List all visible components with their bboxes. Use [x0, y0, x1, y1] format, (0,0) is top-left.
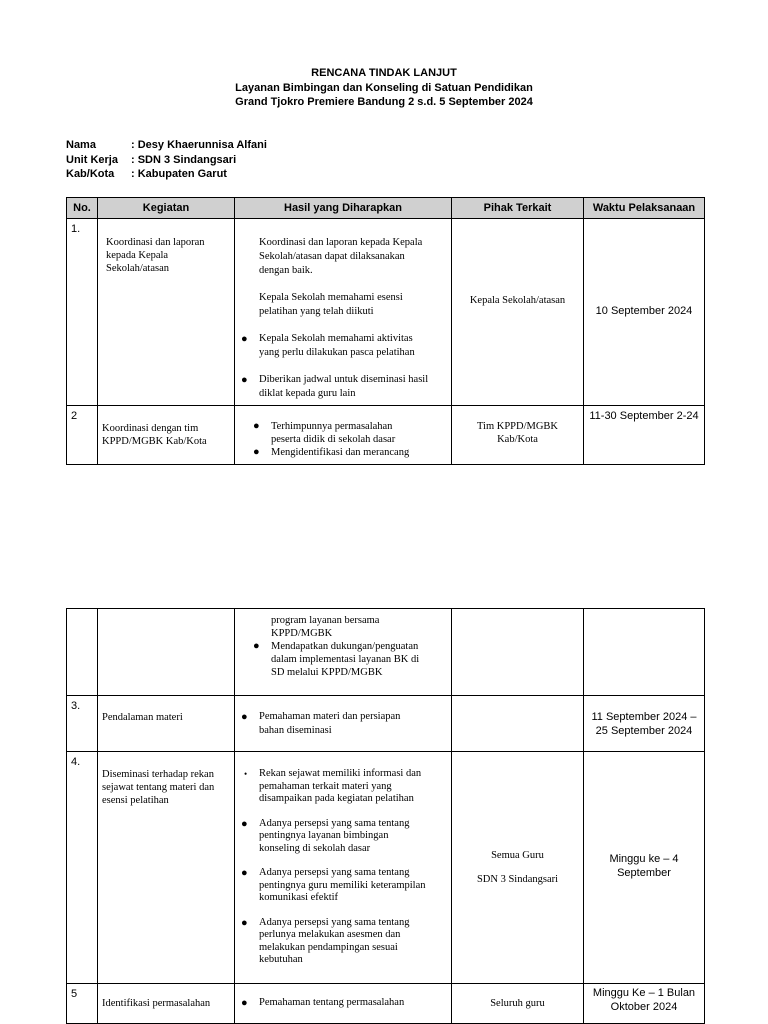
hasil-line: Adanya persepsi yang sama tentang	[259, 867, 410, 878]
table-row	[67, 752, 705, 984]
hasil-line: yang perlu dilakukan pasca pelatihan	[259, 347, 415, 358]
waktu-line: Minggu Ke – 1 Bulan	[592, 987, 696, 999]
hasil-line: dalam implementasi layanan BK di	[271, 654, 420, 665]
hasil-cell	[235, 984, 452, 1024]
waktu-line: Minggu ke – 4	[609, 853, 679, 865]
hasil-line: SD melalui KPPD/MGBK	[271, 667, 383, 678]
table-row	[67, 406, 705, 465]
kegiatan-text: Identifikasi permasalahan	[102, 998, 211, 1009]
row-number: 5	[67, 984, 98, 1024]
table-row	[67, 219, 705, 406]
hasil-bullet-item	[235, 710, 449, 738]
pihak-cell	[452, 219, 584, 406]
kegiatan-line: Diseminasi terhadap rekan	[102, 769, 214, 780]
kegiatan-cell	[98, 406, 235, 465]
hasil-line: perlunya melakukan asesmen dan	[259, 929, 401, 940]
hasil-line: Kepala Sekolah memahami esensi	[259, 292, 403, 303]
hasil-bullet-item	[235, 373, 449, 401]
hasil-line: disampaikan pada kegiatan pelatihan	[259, 793, 414, 804]
hasil-line: peserta didik di sekolah dasar	[271, 434, 396, 445]
row-number-empty	[67, 609, 98, 696]
rtl-table-page-1	[66, 197, 705, 465]
document-title-block	[0, 66, 768, 110]
hasil-line: Pemahaman tentang permasalahan	[259, 997, 405, 1008]
nama-value: : Desy Khaerunnisa Alfani	[131, 139, 267, 151]
kegiatan-cell	[98, 609, 235, 696]
hasil-line: konseling di sekolah dasar	[259, 842, 371, 854]
hasil-paragraph	[235, 236, 449, 278]
column-header-waktu: Waktu Pelaksanaan	[584, 198, 705, 219]
column-header-kegiatan: Kegiatan	[98, 198, 235, 219]
table-header-row	[67, 198, 705, 219]
kegiatan-line: kepada Kepala	[106, 250, 169, 261]
row-number: 1.	[67, 219, 98, 406]
column-header-no: No.	[67, 198, 98, 219]
black-circle-bullet-icon: ●	[241, 333, 248, 345]
pihak-line: Semua Guru	[491, 850, 544, 861]
hasil-line: dengan baik.	[259, 265, 313, 276]
hasil-bullet-item	[235, 917, 449, 967]
hasil-bullet-item	[235, 420, 449, 446]
hasil-line: Mengidentifikasi dan merancang	[271, 447, 410, 458]
hasil-line: melakukan pendampingan sesuai	[259, 941, 398, 953]
black-circle-bullet-icon: ●	[241, 374, 248, 386]
identity-block	[66, 138, 267, 182]
waktu-line: September	[617, 866, 671, 879]
kegiatan-cell	[98, 984, 235, 1024]
black-circle-bullet-icon: ●	[241, 997, 248, 1009]
hasil-line: Terhimpunnya permasalahan	[271, 421, 393, 432]
kab-kota-value: : Kabupaten Garut	[131, 168, 227, 180]
hasil-line: Sekolah/atasan dapat dilaksanakan	[259, 251, 405, 262]
pihak-cell	[452, 984, 584, 1024]
hasil-line: Pemahaman materi dan persiapan	[259, 711, 401, 722]
hasil-line: pelatihan yang telah diikuti	[259, 306, 374, 317]
kegiatan-cell	[98, 219, 235, 406]
document-subtitle: Layanan Bimbingan dan Konseling di Satuan Pendidikan	[235, 81, 533, 94]
kegiatan-line: Koordinasi dan laporan	[106, 237, 205, 248]
hasil-line: program layanan bersama	[271, 615, 380, 626]
hasil-line: Mendapatkan dukungan/penguatan	[271, 641, 419, 652]
waktu-text: 11-30 September 2-24	[589, 410, 699, 422]
row-number: 3.	[67, 696, 98, 752]
kegiatan-line: KPPD/MGBK Kab/Kota	[102, 436, 207, 447]
hasil-continued-item	[235, 614, 449, 640]
black-circle-bullet-icon: ●	[253, 446, 260, 458]
waktu-line: Oktober 2024	[610, 1000, 678, 1013]
hasil-line: pemahaman terkait materi yang	[259, 780, 392, 792]
table-row	[67, 609, 705, 696]
waktu-line: 11 September 2024 –	[591, 711, 697, 723]
black-circle-bullet-icon: ●	[241, 867, 248, 879]
waktu-cell	[584, 406, 705, 465]
kab-kota-label: Kab/Kota	[66, 168, 115, 180]
black-circle-bullet-icon: ●	[253, 420, 260, 432]
black-circle-bullet-icon: ●	[241, 711, 248, 723]
hasil-cell	[235, 752, 452, 984]
hasil-line: Diberikan jadwal untuk diseminasi hasil	[259, 374, 429, 385]
hasil-bullet-item	[235, 867, 449, 905]
black-circle-bullet-icon: ●	[241, 916, 248, 929]
pihak-line: Kab/Kota	[497, 434, 538, 445]
hasil-cell	[235, 696, 452, 752]
unit-kerja-value: : SDN 3 Sindangsari	[131, 153, 237, 166]
kegiatan-line: esensi pelatihan	[102, 795, 169, 806]
waktu-cell	[584, 219, 705, 406]
kegiatan-cell	[98, 752, 235, 984]
kegiatan-cell	[98, 696, 235, 752]
kegiatan-line: Sekolah/atasan	[106, 263, 169, 274]
waktu-cell	[584, 696, 705, 752]
column-header-hasil: Hasil yang Diharapkan	[235, 198, 452, 219]
hasil-line: komunikasi efektif	[259, 892, 339, 903]
table-row	[67, 696, 705, 752]
hasil-bullet-item	[235, 446, 449, 459]
column-header-pihak: Pihak Terkait	[452, 198, 584, 219]
waktu-line: 25 September 2024	[595, 724, 693, 737]
hasil-line: Koordinasi dan laporan kepada Kepala	[259, 237, 423, 248]
hasil-bullet-item	[235, 768, 449, 806]
pihak-cell	[452, 752, 584, 984]
pihak-cell	[452, 609, 584, 696]
black-circle-bullet-icon: ●	[253, 640, 260, 652]
pihak-line: Tim KPPD/MGBK	[476, 421, 559, 432]
rtl-table-page-2	[66, 608, 705, 1024]
small-bullet-icon: •	[244, 769, 248, 779]
hasil-bullet-item	[235, 640, 449, 679]
hasil-line: diklat kepada guru lain	[259, 388, 356, 399]
waktu-cell	[584, 984, 705, 1024]
waktu-text: 10 September 2024	[595, 305, 693, 317]
hasil-paragraph	[235, 291, 449, 319]
row-number: 4.	[67, 752, 98, 984]
pihak-line: SDN 3 Sindangsari	[476, 874, 559, 885]
pihak-text: Kepala Sekolah/atasan	[469, 295, 566, 306]
hasil-cell	[235, 609, 452, 696]
kegiatan-line: Koordinasi dengan tim	[102, 423, 199, 434]
hasil-bullet-item	[235, 818, 449, 856]
black-circle-bullet-icon: ●	[241, 817, 248, 830]
hasil-bullet-item	[235, 332, 449, 360]
hasil-cell	[235, 219, 452, 406]
hasil-line: pentingnya guru memiliki keterampilan	[259, 879, 426, 891]
hasil-bullet-item	[235, 996, 449, 1010]
kegiatan-line: sejawat tentang materi dan	[102, 782, 215, 793]
kegiatan-text: Pendalaman materi	[102, 712, 183, 723]
pihak-cell	[452, 406, 584, 465]
row-number: 2	[67, 406, 98, 465]
hasil-line: Rekan sejawat memiliki informasi dan	[259, 768, 422, 779]
hasil-cell	[235, 406, 452, 465]
unit-kerja-label: Unit Kerja	[66, 153, 118, 166]
hasil-line: pentingnya layanan bimbingan	[259, 830, 389, 841]
hasil-line: Adanya persepsi yang sama tentang	[259, 817, 410, 829]
hasil-line: Adanya persepsi yang sama tentang	[259, 916, 410, 928]
hasil-line: bahan diseminasi	[259, 725, 332, 736]
hasil-line: Kepala Sekolah memahami aktivitas	[259, 333, 413, 344]
hasil-line: KPPD/MGBK	[271, 628, 333, 639]
waktu-cell	[584, 609, 705, 696]
waktu-cell	[584, 752, 705, 984]
document-title: RENCANA TINDAK LANJUT	[311, 67, 457, 79]
pihak-text: Seluruh guru	[490, 998, 545, 1009]
table-row	[67, 984, 705, 1024]
pihak-cell	[452, 696, 584, 752]
document-venue-date: Grand Tjokro Premiere Bandung 2 s.d. 5 September 2024	[235, 96, 533, 108]
hasil-line: kebutuhan	[259, 954, 303, 965]
nama-label: Nama	[66, 139, 96, 151]
